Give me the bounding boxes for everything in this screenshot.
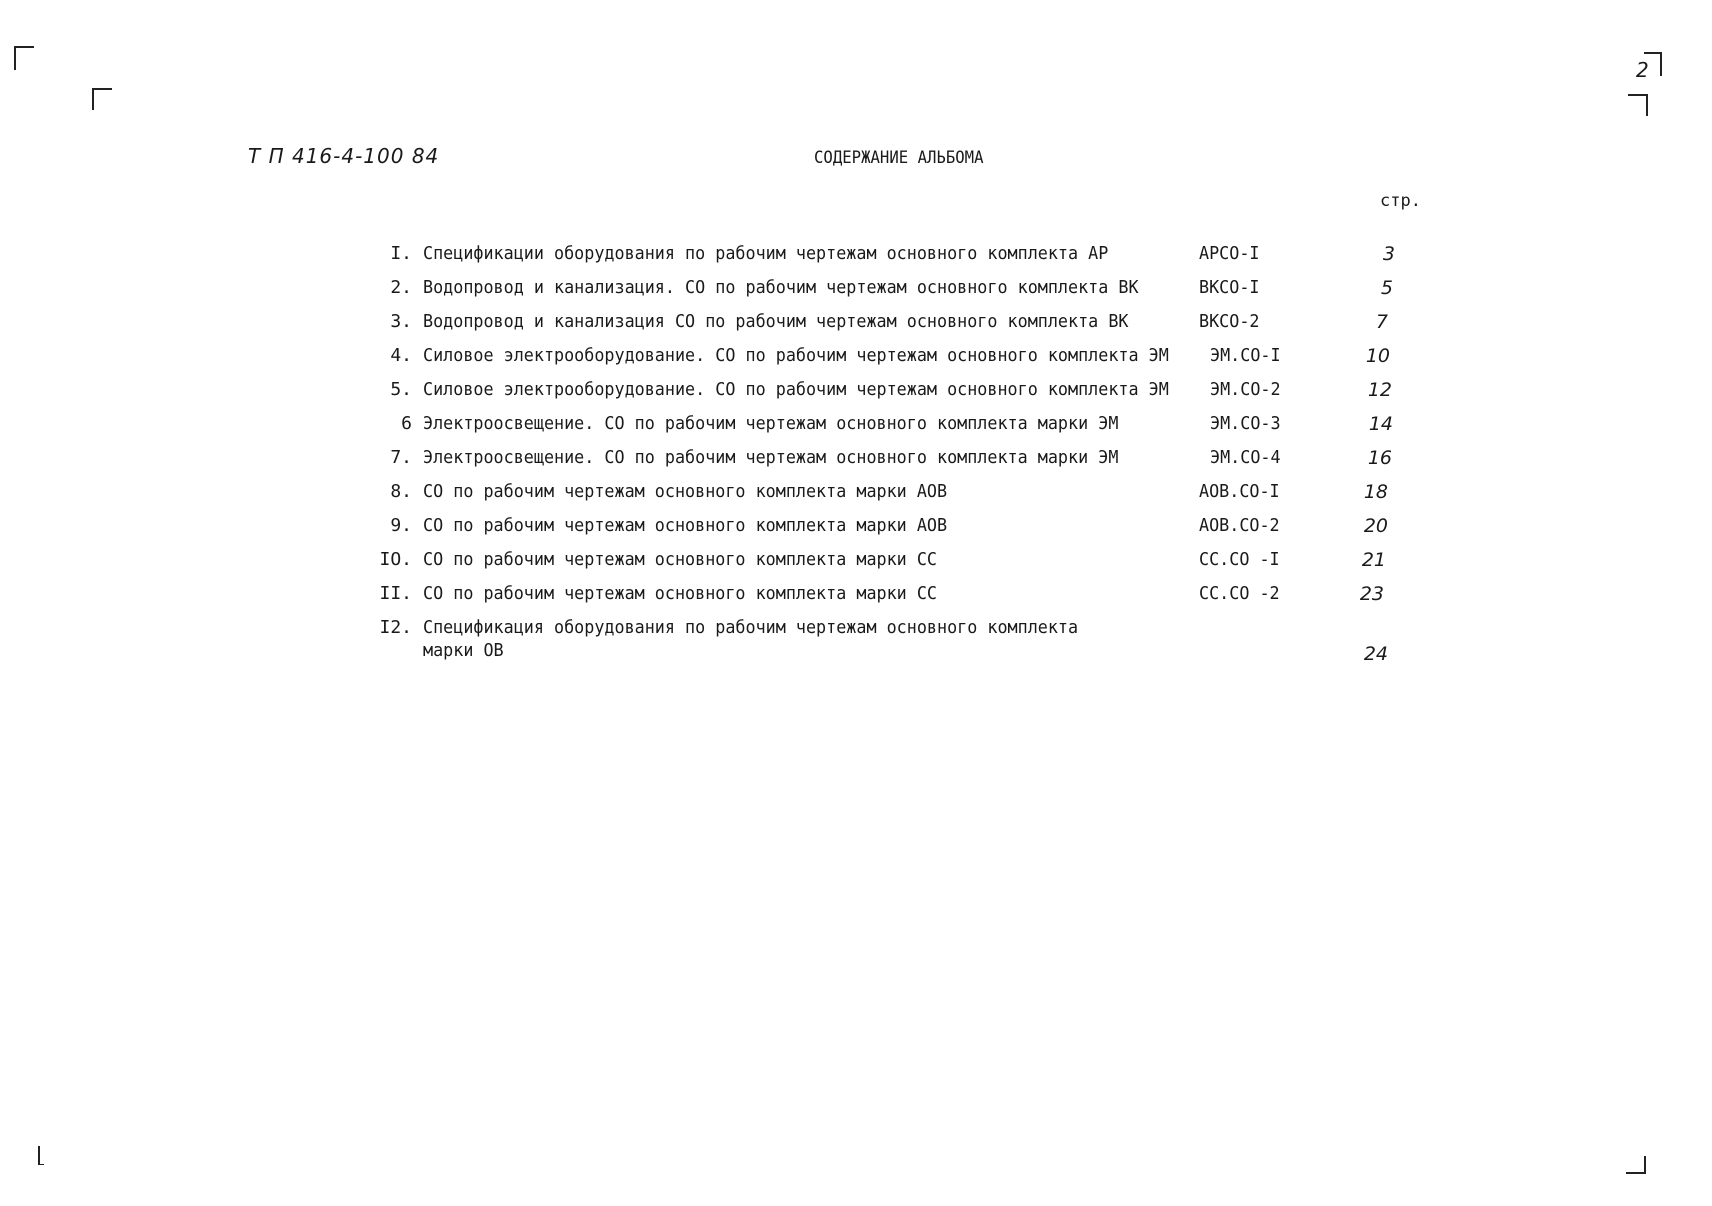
toc-item-title-line: Силовое электрооборудование. СО по рабочим чертежам основного комплекта ЭМ	[423, 379, 1169, 400]
toc-item-title	[423, 481, 947, 502]
toc-item-code: АРСО-I	[1199, 243, 1260, 264]
toc-item-title	[423, 515, 947, 536]
toc-row	[0, 243, 1712, 273]
toc-item-number: 2.	[390, 277, 412, 298]
toc-row	[0, 549, 1712, 579]
toc-row	[0, 345, 1712, 375]
toc-item-page: 20	[1363, 515, 1388, 537]
toc-item-title	[423, 583, 937, 604]
toc-item-page: 21	[1361, 549, 1386, 571]
toc-item-page: 14	[1368, 413, 1393, 435]
toc-item-page: 18	[1363, 481, 1388, 503]
toc-item-code: АОВ.СО-I	[1199, 481, 1280, 502]
toc-item-number: 4.	[390, 345, 412, 366]
toc-item-page: 7	[1375, 311, 1388, 333]
toc-item-title	[423, 243, 1108, 264]
toc-item-code: ЭМ.СО-3	[1210, 413, 1281, 434]
corner-mark-bottom-left	[38, 1146, 44, 1165]
toc-item-title	[423, 447, 1118, 468]
toc-item-title	[423, 549, 937, 570]
toc-item-page: 24	[1363, 643, 1388, 665]
toc-row	[0, 311, 1712, 341]
toc-item-title-line: Водопровод и канализация. СО по рабочим чертежам основного комплекта ВК	[423, 277, 1139, 298]
toc-row	[0, 379, 1712, 409]
toc-item-title-line: Спецификация оборудования по рабочим чертежам основного комплекта	[423, 617, 1079, 638]
toc-item-code: ВКСО-2	[1199, 311, 1260, 332]
toc-item-number: 5.	[390, 379, 412, 400]
toc-item-title-line: Водопровод и канализация СО по рабочим чертежам основного комплекта ВК	[423, 311, 1129, 332]
toc-item-code: ЭМ.СО-4	[1210, 447, 1281, 468]
corner-mark-top-left-inner	[92, 88, 112, 110]
toc-item-number: 6	[401, 413, 412, 434]
toc-item-number: 7.	[390, 447, 412, 468]
toc-item-title	[423, 379, 1169, 400]
toc-item-title-line: СО по рабочим чертежам основного комплекта марки СС	[423, 549, 937, 570]
toc-item-code: ЭМ.СО-I	[1210, 345, 1281, 366]
toc-item-title-line2: марки ОВ	[423, 640, 504, 661]
toc-row	[0, 481, 1712, 511]
toc-item-page: 5	[1380, 277, 1393, 299]
toc-item-title-line: СО по рабочим чертежам основного комплекта марки АОВ	[423, 481, 948, 502]
toc-item-page: 23	[1359, 583, 1384, 605]
toc-item-page: 16	[1367, 447, 1392, 469]
toc-item-title-line: СО по рабочим чертежам основного комплекта марки СС	[423, 583, 937, 604]
toc-item-page: 12	[1367, 379, 1392, 401]
toc-item-title	[423, 311, 1128, 332]
toc-item-page: 3	[1382, 243, 1395, 265]
toc-item-title-line: Электроосвещение. СО по рабочим чертежам основного комплекта марки ЭМ	[423, 413, 1119, 434]
toc-item-title	[423, 277, 1139, 298]
toc-item-title	[423, 345, 1169, 366]
corner-mark-top-left-outer	[14, 46, 34, 70]
toc-item-number: I.	[390, 243, 412, 264]
toc-row	[0, 447, 1712, 477]
toc-row	[0, 617, 1712, 665]
toc-item-code: ЭМ.СО-2	[1210, 379, 1281, 400]
toc-item-title-line: Электроосвещение. СО по рабочим чертежам основного комплекта марки ЭМ	[423, 447, 1119, 468]
toc-item-title-line: Спецификации оборудования по рабочим чертежам основного комплекта АР	[423, 243, 1109, 264]
page-column-header: стр.	[1380, 191, 1421, 211]
toc-row	[0, 583, 1712, 613]
toc-item-number: II.	[379, 583, 412, 604]
toc-item-title	[423, 617, 1078, 661]
toc-item-title-line: Силовое электрооборудование. СО по рабочим чертежам основного комплекта ЭМ	[423, 345, 1169, 366]
toc-item-code: АОВ.СО-2	[1199, 515, 1280, 536]
toc-row	[0, 413, 1712, 443]
sheet-number: 2	[1636, 58, 1649, 82]
toc-item-number: I2.	[379, 617, 412, 638]
toc-item-number: IO.	[379, 549, 412, 570]
corner-mark-bottom-right	[1626, 1156, 1646, 1174]
corner-mark-top-right-inner	[1628, 94, 1648, 116]
document-code: Т П 416-4-100 84	[248, 144, 440, 168]
toc-item-title-line: СО по рабочим чертежам основного комплекта марки АОВ	[423, 515, 948, 536]
toc-item-page: 10	[1365, 345, 1390, 367]
toc-item-number: 9.	[390, 515, 412, 536]
toc-item-number: 8.	[390, 481, 412, 502]
toc-row	[0, 515, 1712, 545]
toc-item-code: ВКСО-I	[1199, 277, 1260, 298]
toc-item-number: 3.	[390, 311, 412, 332]
toc-item-title	[423, 413, 1118, 434]
toc-row	[0, 277, 1712, 307]
toc-item-code: СС.СО -2	[1199, 583, 1280, 604]
page-title: СОДЕРЖАНИЕ АЛЬБОМА	[814, 148, 984, 168]
toc-item-code: СС.СО -I	[1199, 549, 1280, 570]
